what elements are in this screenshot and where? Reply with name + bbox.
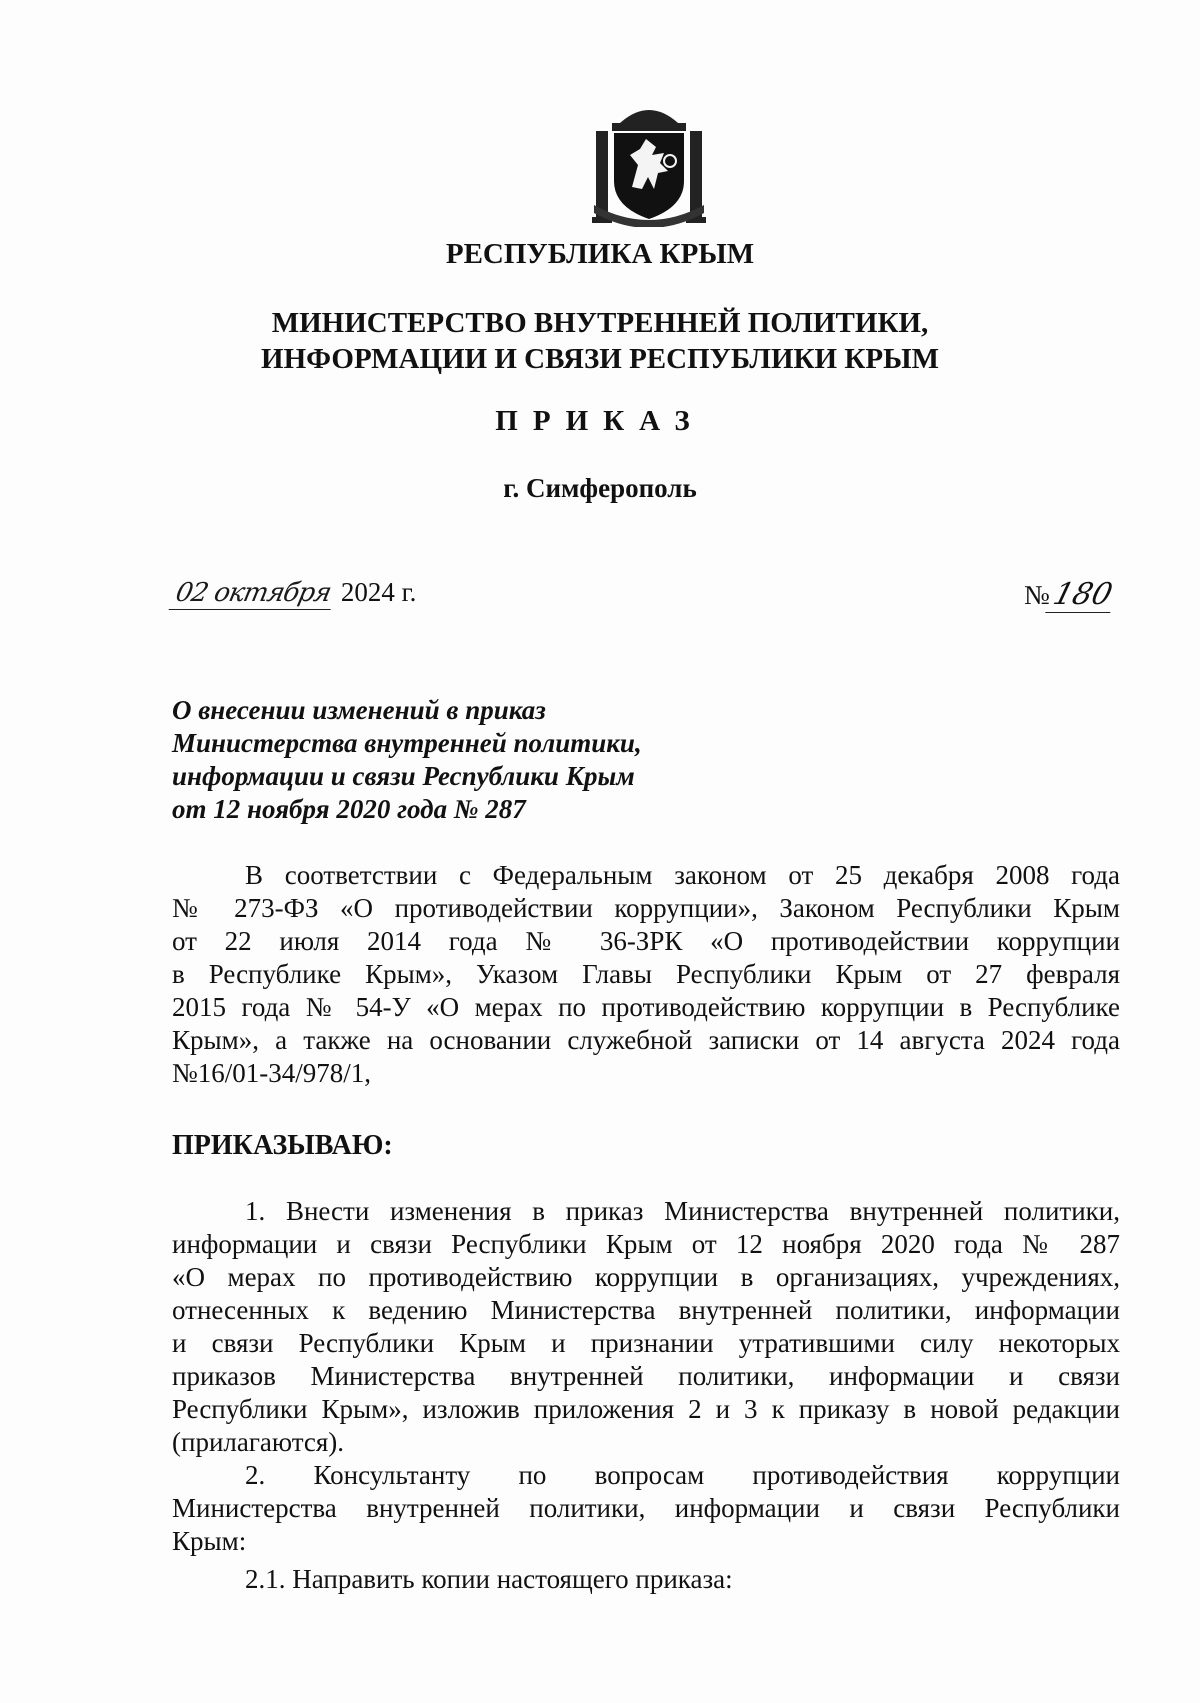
preamble-line: В соответствии с Федеральным законом от 25 декабря 2008 года	[245, 860, 1120, 890]
date-year: 2024 г.	[340, 577, 417, 607]
item1-line: и связи Республики Крым и признании утратившими силу некоторых	[172, 1328, 1120, 1358]
item1-line: «О мерах по противодействию коррупции в организациях, учреждениях,	[172, 1262, 1120, 1292]
preamble-line: № 273-ФЗ «О противодействии коррупции», Законом Республики Крым	[172, 893, 1120, 923]
subject-line: от 12 ноября 2020 года № 287	[172, 794, 526, 824]
subject-line: информации и связи Республики Крым	[172, 761, 635, 791]
item1-line: информации и связи Республики Крым от 12 ноября 2020 года № 287	[172, 1229, 1120, 1259]
item2-line: 2. Консультанту по вопросам противодействия коррупции	[245, 1460, 1120, 1490]
item1-line: приказов Министерства внутренней политики, информации и связи	[172, 1361, 1120, 1391]
item2-line: Министерства внутренней политики, информации и связи Республики	[172, 1493, 1120, 1523]
preamble-line: от 22 июля 2014 года № 36-ЗРК «О противодействии коррупции	[172, 926, 1120, 956]
preamble-line: 2015 года № 54-У «О мерах по противодействию коррупции в Республике	[172, 992, 1120, 1022]
number-label: №	[1024, 580, 1050, 610]
preamble-line: №16/01-34/978/1,	[172, 1058, 372, 1088]
preamble-line: в Республике Крым», Указом Главы Республики Крым от 27 февраля	[172, 959, 1120, 989]
item1-line: 1. Внести изменения в приказ Министерства внутренней политики,	[245, 1196, 1120, 1226]
republic-title: РЕСПУБЛИКА КРЫМ	[445, 238, 755, 270]
document-type: ПРИКАЗ	[495, 405, 705, 437]
document-number	[1024, 577, 1115, 613]
subject-line: О внесении изменений в приказ	[172, 695, 546, 725]
coat-of-arms-icon	[590, 95, 708, 227]
item1-line: отнесенных к ведению Министерства внутренней политики, информации	[172, 1295, 1120, 1325]
item2-line: Крым:	[172, 1526, 247, 1556]
document-subject	[172, 694, 642, 826]
item2-1-line: 2.1. Направить копии настоящего приказа:	[245, 1564, 733, 1594]
city: г. Симферополь	[503, 473, 697, 503]
ministry-title	[0, 305, 1200, 377]
preamble-line: Крым», а также на основании служебной записки от 14 августа 2024 года	[172, 1025, 1120, 1055]
item1-line: Республики Крым», изложив приложения 2 и 3 к приказу в новой редакции	[172, 1394, 1120, 1424]
ministry-title-line1: МИНИСТЕРСТВО ВНУТРЕННЕЙ ПОЛИТИКИ,	[271, 307, 929, 339]
document-date	[172, 577, 416, 610]
item1-line: (прилагаются).	[172, 1427, 344, 1457]
order-word: ПРИКАЗЫВАЮ:	[172, 1130, 393, 1161]
subject-line: Министерства внутренней политики,	[172, 728, 642, 758]
ministry-title-line2: ИНФОРМАЦИИ И СВЯЗИ РЕСПУБЛИКИ КРЫМ	[261, 343, 939, 375]
handwritten-number: 180	[1045, 577, 1120, 613]
handwritten-date: 02 октября	[169, 578, 338, 610]
